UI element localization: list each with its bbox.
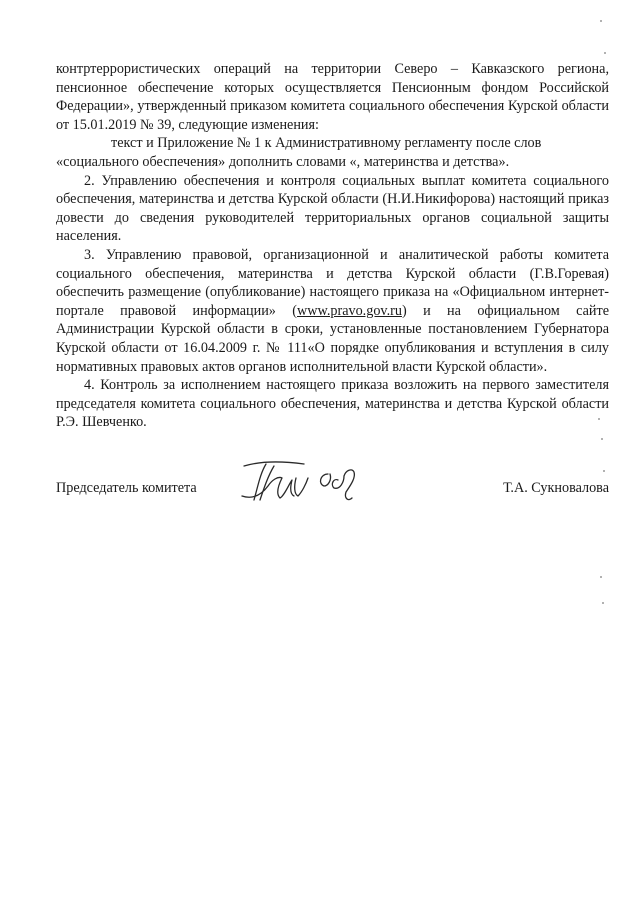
paragraph-3-part-a: 3. Управлению правовой, организационной и аналитической работы комитета социального обеспечения, материнства и детства Курской области (Г.В.Горевая) обеспечить размещение (опубликование) настоящего приказа на «Официальном интернет-портале правовой информации» ( (56, 246, 609, 319)
pravo-gov-link[interactable]: www.pravo.gov.ru (297, 302, 402, 319)
signatory-name: Т.А. Сукновалова (503, 480, 609, 496)
scan-speck (600, 576, 602, 578)
document-body (56, 60, 609, 432)
paragraph-3-part-b: ) и на официальном сайте Администрации Курской области в сроки, установленные постановлением Губернатора Курской области от 16.04.2009 г. № 111«О порядке опубликования и вступления в силу нормативных правовых актов органов исполнительной власти Курской области». (56, 302, 609, 375)
scan-speck (603, 470, 605, 472)
handwritten-signature (234, 456, 374, 508)
signatory-title: Председатель комитета (56, 480, 197, 496)
scan-speck (604, 52, 606, 54)
paragraph-2: 2. Управлению обеспечения и контроля социальных выплат комитета социального обеспечения, материнства и детства Курской области (Н.И.Никифорова) настоящий приказ довести до сведения руководителей территориальных органов социальной защиты населения. (56, 172, 609, 245)
scan-speck (598, 418, 600, 420)
signature-block (56, 456, 609, 516)
paragraph-4: 4. Контроль за исполнением настоящего приказа возложить на первого заместителя председателя комитета социального обеспечения, материнства и детства Курской области Р.Э. Шевченко. (56, 377, 609, 431)
paragraph-1-subitem-continuation: «социального обеспечения» дополнить словами «, материнства и детства». (56, 153, 510, 170)
paragraph-1: контртеррористических операций на территории Северо – Кавказского региона, пенсионное обеспечение которых осуществляется Пенсионным фондом Российской Федерации», утвержденный приказом комитета социального обеспечения Курской области от 15.01.2019 № 39, следующие изменения: (56, 61, 609, 133)
scan-speck (601, 438, 603, 440)
scan-speck (602, 602, 604, 604)
paragraph-1-subitem: текст и Приложение № 1 к Административному регламенту после слов (111, 135, 542, 152)
paragraph-3 (56, 246, 609, 376)
scan-speck (600, 20, 602, 22)
